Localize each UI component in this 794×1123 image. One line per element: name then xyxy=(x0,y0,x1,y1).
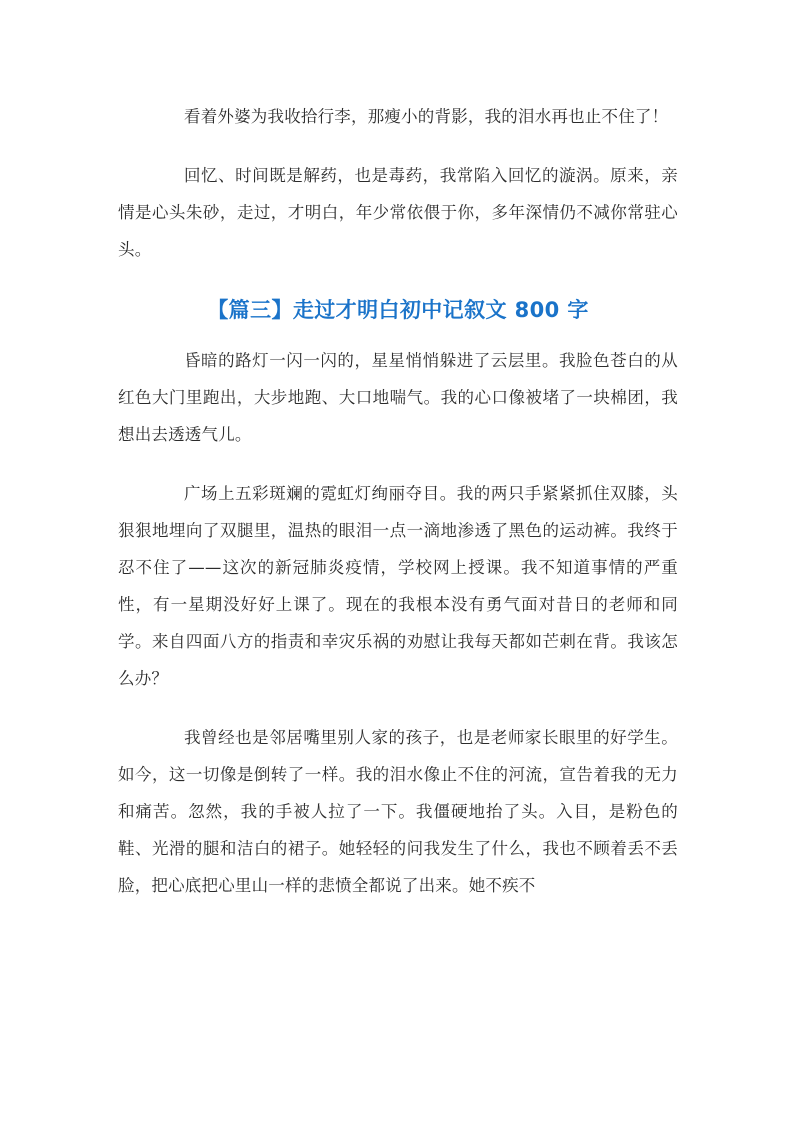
document-body xyxy=(118,98,678,904)
paragraph-1: 看着外婆为我收拾行李，那瘦小的背影，我的泪水再也止不住了！ xyxy=(184,107,669,126)
paragraph-3: 昏暗的路灯一闪一闪的，星星悄悄躲进了云层里。我脸色苍白的从红色大门里跑出，大步地跑、大口地喘气。我的心口像被堵了一块棉团，我想出去透透气儿。 xyxy=(118,351,678,444)
section-heading: 【篇三】走过才明白初中记叙文 800 字 xyxy=(207,298,589,322)
paragraph-5: 我曾经也是邻居嘴里别人家的孩子，也是老师家长眼里的好学生。如今，这一切像是倒转了一样。我的泪水像止不住的河流，宣告着我的无力和痛苦。忽然，我的手被人拉了一下。我僵硬地抬了头。入目，是粉色的鞋、光滑的腿和洁白的裙子。她轻轻的问我发生了什么，我也不顾着丢不丢脸，把心底把心里山一样的悲愤全都说了出来。她不疾不 xyxy=(118,728,678,895)
paragraph-2: 回忆、时间既是解药，也是毒药，我常陷入回忆的漩涡。原来，亲情是心头朱砂，走过，才明白，年少常依偎于你，多年深情仍不减你常驻心头。 xyxy=(118,166,678,259)
paragraph-4: 广场上五彩斑斓的霓虹灯绚丽夺目。我的两只手紧紧抓住双膝，头狠狠地埋向了双腿里，温热的眼泪一点一滴地渗透了黑色的运动裤。我终于忍不住了——这次的新冠肺炎疫情，学校网上授课。我不知道事情的严重性，有一星期没好好上课了。现在的我根本没有勇气面对昔日的老师和同学。来自四面八方的指责和幸灾乐祸的劝慰让我每天都如芒刺在背。我该怎么办？ xyxy=(118,484,678,688)
